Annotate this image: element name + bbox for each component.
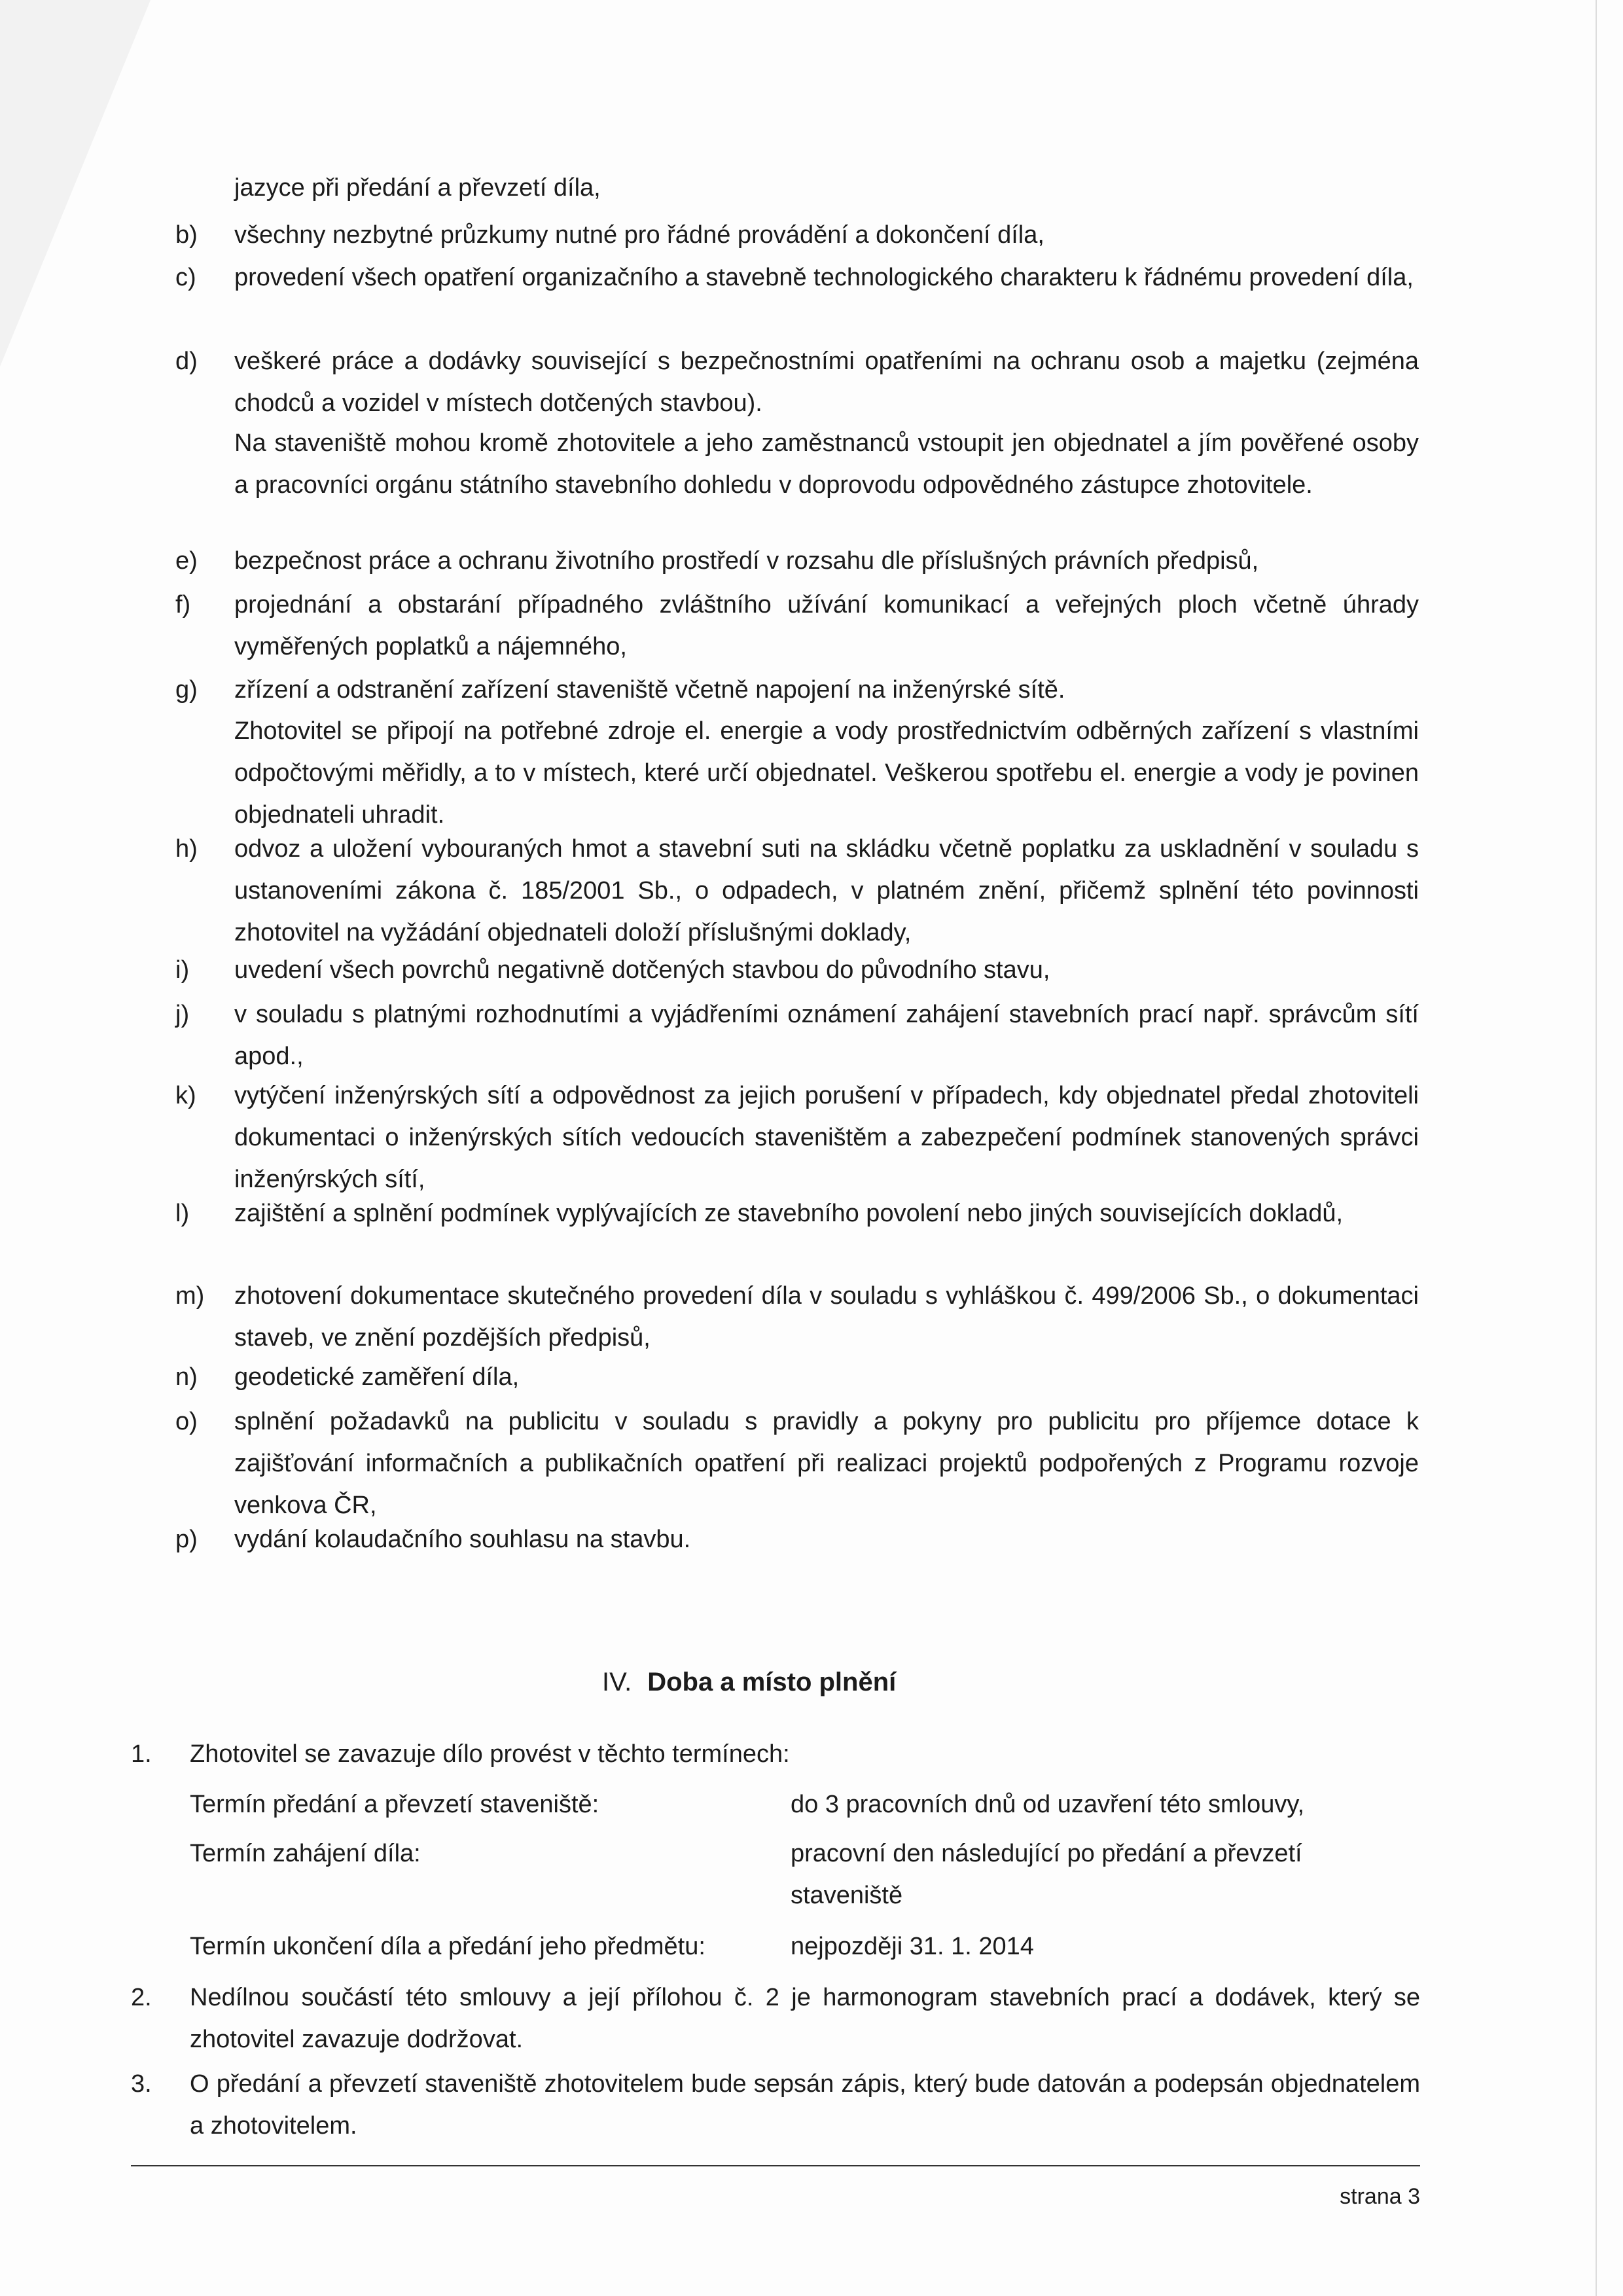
list-item-label: m) [175, 1282, 205, 1310]
page-edge [1596, 0, 1597, 2296]
list-item-text: zřízení a odstranění zařízení staveniště včetně napojení na inženýrské sítě. [234, 676, 1065, 704]
term-label: Termín zahájení díla: [190, 1840, 421, 1867]
numbered-item-label: 1. [131, 1740, 152, 1768]
folded-corner [0, 0, 151, 367]
numbered-item-label: 3. [131, 2070, 152, 2098]
list-item-text: vydání kolaudačního souhlasu na stavbu. [234, 1526, 691, 1553]
section-number: IV. [602, 1668, 632, 1696]
term-label: Termín předání a převzetí staveniště: [190, 1791, 599, 1818]
list-item-text: odvoz a uložení vybouraných hmot a stavební suti na skládku včetně poplatku za uskladnění v souladu s ustanoveními zákona č. 185/2001 Sb., o odpadech, v platném znění, přičemž splnění této povinnosti zhotovitel na vyžádání objednateli doloží příslušnými doklady, [234, 835, 1419, 946]
list-item-l [175, 1193, 1419, 1234]
list-item-i [175, 949, 1419, 991]
list-item-text: všechny nezbytné průzkumy nutné pro řádné provádění a dokončení díla, [234, 221, 1044, 249]
list-item-text: veškeré práce a dodávky související s bezpečnostními opatřeními na ochranu osob a majetku (zejména chodců a vozidel v místech dotčených stavbou). [234, 348, 1419, 417]
list-item-text: provedení všech opatření organizačního a stavebně technologického charakteru k řádnému provedení díla, [234, 264, 1414, 291]
page-number: strana 3 [1340, 2184, 1420, 2209]
list-item-label: f) [175, 591, 191, 619]
list-item-d [175, 340, 1419, 424]
list-item-text: jazyce při předání a převzetí díla, [234, 174, 601, 202]
list-item-text: geodetické zaměření díla, [234, 1363, 520, 1391]
list-item-text: zhotovení dokumentace skutečného provedení díla v souladu s vyhláškou č. 499/2006 Sb., o dokumentaci staveb, ve znění pozdějších předpisů, [234, 1282, 1419, 1352]
list-item-j [175, 994, 1419, 1077]
site-access-paragraph [234, 422, 1419, 506]
list-item-label: j) [175, 1001, 190, 1028]
list-item-text: zajištění a splnění podmínek vyplývajících ze stavebního povolení nebo jiných souvisejících dokladů, [234, 1200, 1344, 1227]
list-item-label: k) [175, 1082, 196, 1109]
list-item-continuation [175, 167, 1419, 209]
term-value: do 3 pracovních dnů od uzavření této smlouvy, [791, 1791, 1305, 1818]
section-title: Doba a místo plnění [647, 1668, 897, 1696]
numbered-item-text: O předání a převzetí staveniště zhotovitelem bude sepsán zápis, který bude datován a podepsán objednatelem a zhotovitelem. [190, 2070, 1420, 2140]
list-item-n [175, 1356, 1419, 1398]
paragraph-text: Zhotovitel se připojí na potřebné zdroje el. energie a vody prostřednictvím odběrných zařízení s vlastními odpočtovými měřidly, a to v místech, které určí objednatel. Veškerou spotřebu el. energie a vody je povinen objednateli uhradit. [234, 717, 1419, 829]
section-heading [602, 1661, 896, 1703]
list-item-label: i) [175, 956, 190, 984]
numbered-item-2 [131, 1977, 1420, 2060]
list-item-o [175, 1401, 1419, 1526]
list-item-label: c) [175, 264, 196, 291]
term-value: nejpozději 31. 1. 2014 [791, 1933, 1034, 1960]
term-value: pracovní den následující po předání a převzetí staveniště [791, 1840, 1302, 1909]
list-item-label: h) [175, 835, 198, 863]
list-item-text: splnění požadavků na publicitu v souladu s pravidly a pokyny pro publicitu pro příjemce dotace k zajišťování informačních a publikačních opatření při realizaci projektů podpořených z Programu rozvoje venkova ČR, [234, 1408, 1419, 1519]
list-item-text: projednání a obstarání případného zvláštního užívání komunikací a veřejných ploch včetně úhrady vyměřených poplatků a nájemného, [234, 591, 1419, 660]
list-item-text: bezpečnost práce a ochranu životního prostředí v rozsahu dle příslušných právních předpisů, [234, 547, 1259, 575]
footer-divider [131, 2165, 1420, 2166]
energy-paragraph [234, 710, 1419, 836]
list-item-text: v souladu s platnými rozhodnutími a vyjádřeními oznámení zahájení stavebních prací např. správcům sítí apod., [234, 1001, 1419, 1070]
list-item-e [175, 540, 1419, 582]
list-item-label: e) [175, 547, 198, 575]
numbered-item-label: 2. [131, 1984, 152, 2011]
list-item-label: l) [175, 1200, 190, 1227]
numbered-item-1 [131, 1733, 1420, 1775]
list-item-b [175, 214, 1419, 256]
list-item-label: g) [175, 676, 198, 704]
numbered-item-text: Zhotovitel se zavazuje dílo provést v těchto termínech: [190, 1740, 790, 1768]
list-item-c [175, 257, 1419, 298]
list-item-label: d) [175, 348, 198, 375]
list-item-g [175, 669, 1419, 711]
list-item-f [175, 584, 1419, 668]
list-item-label: b) [175, 221, 198, 249]
list-item-label: n) [175, 1363, 198, 1391]
list-item-label: o) [175, 1408, 198, 1435]
list-item-h [175, 828, 1419, 954]
list-item-text: vytýčení inženýrských sítí a odpovědnost za jejich porušení v případech, kdy objednatel předal zhotoviteli dokumentaci o inženýrských sítích vedoucích staveništěm a zabezpečení podmínek stanovených správci inženýrských sítí, [234, 1082, 1419, 1193]
list-item-p [175, 1518, 1419, 1560]
list-item-text: uvedení všech povrchů negativně dotčených stavbou do původního stavu, [234, 956, 1050, 984]
list-item-m [175, 1275, 1419, 1359]
paragraph-text: Na staveniště mohou kromě zhotovitele a jeho zaměstnanců vstoupit jen objednatel a jím pověřené osoby a pracovníci orgánu státního stavebního dohledu v doprovodu odpovědného zástupce zhotovitele. [234, 429, 1419, 499]
term-label: Termín ukončení díla a předání jeho předmětu: [190, 1933, 705, 1960]
list-item-k [175, 1075, 1419, 1200]
numbered-item-3 [131, 2063, 1420, 2147]
numbered-item-text: Nedílnou součástí této smlouvy a její přílohou č. 2 je harmonogram stavebních prací a dodávek, který se zhotovitel zavazuje dodržovat. [190, 1984, 1420, 2053]
list-item-label: p) [175, 1526, 198, 1553]
